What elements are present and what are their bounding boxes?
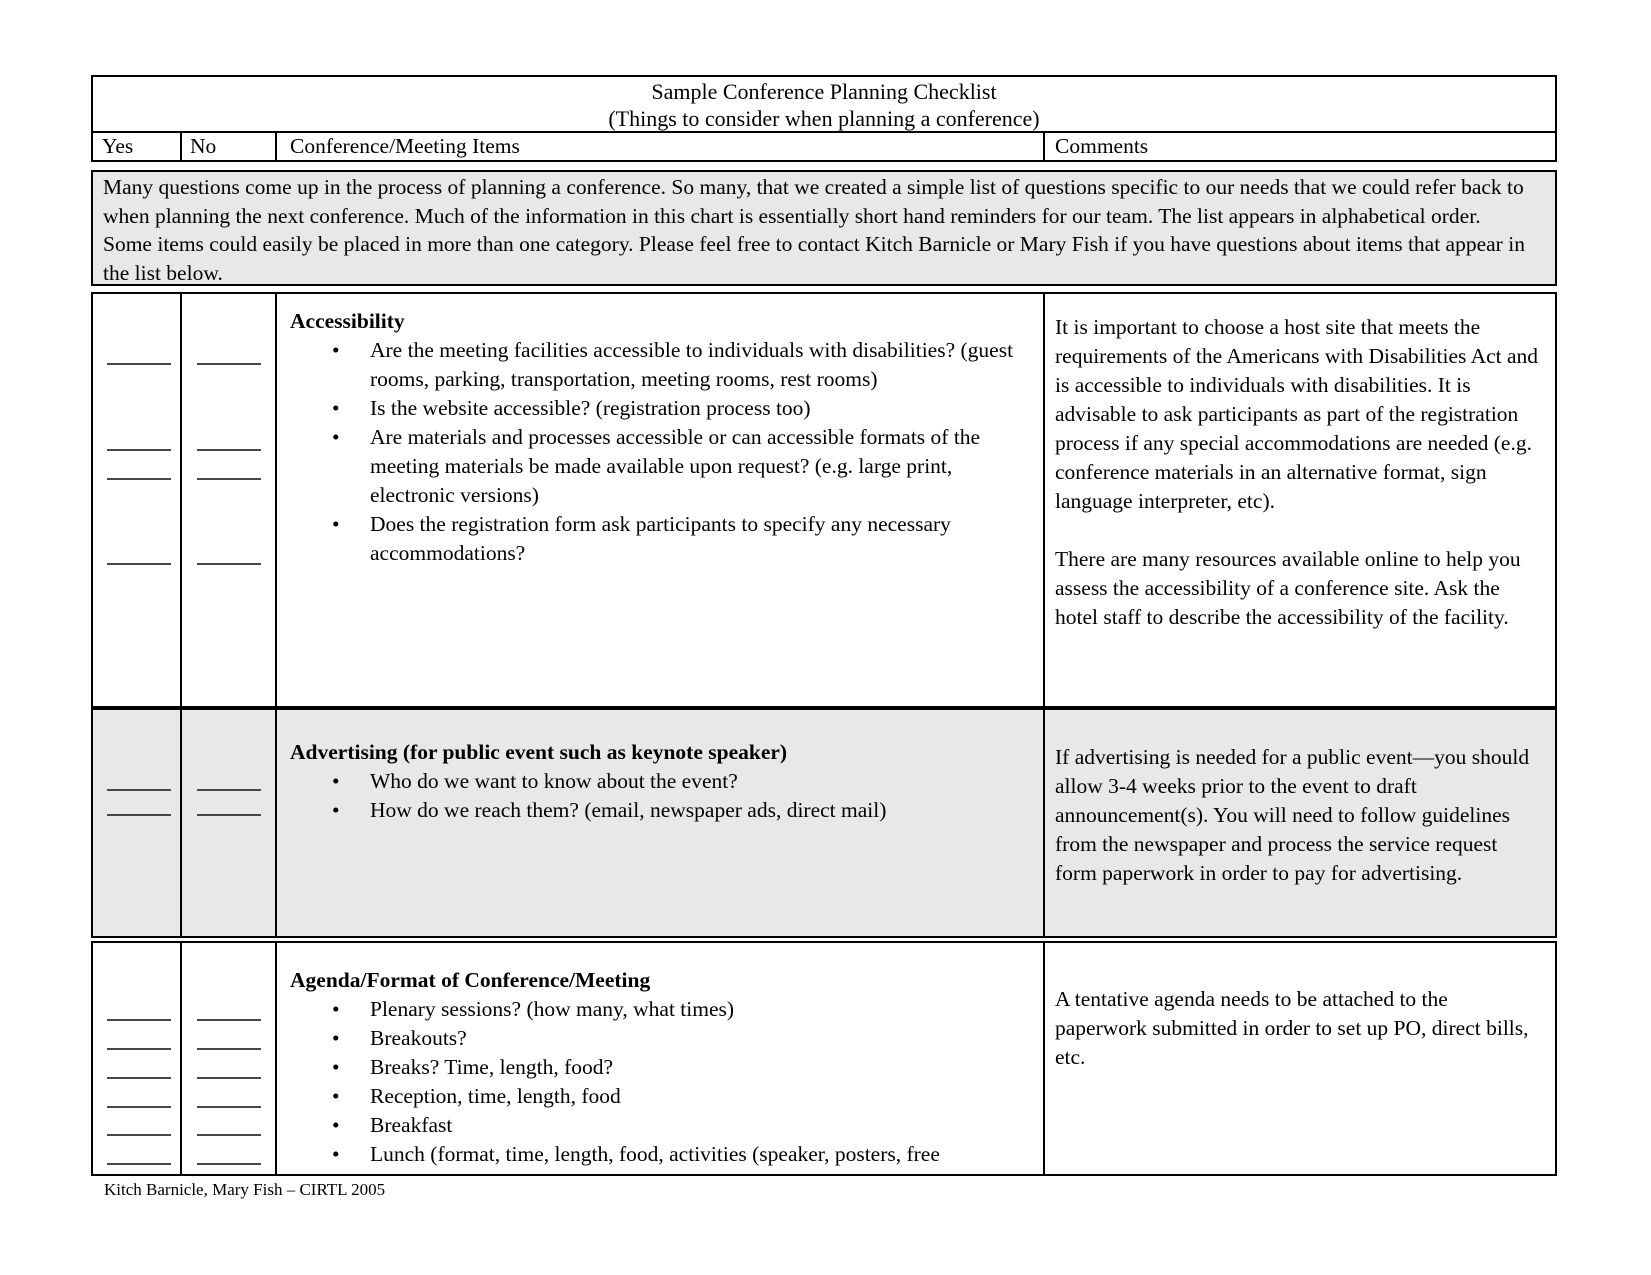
bullet-item: • Breakfast [277,1111,1043,1140]
bullet-item: • How do we reach them? (email, newspaper ads, direct mail) [277,796,1043,825]
page-footer: Kitch Barnicle, Mary Fish – CIRTL 2005 [104,1180,386,1199]
row-heading-advertising: Advertising (for public event such as keynote speaker) [290,740,788,764]
column-header-items: Conference/Meeting Items [277,133,1045,160]
answer-blank-line [197,1077,261,1079]
answer-blank-line [197,789,261,791]
answer-blank-line [197,1048,261,1050]
answer-blank-line [197,1019,261,1021]
answer-blank-line [197,1106,261,1108]
answer-blank-line [197,563,261,565]
yes-answer-cell [93,943,182,1174]
answer-blank-line [197,449,261,451]
comments-cell [1045,294,1555,706]
answer-blank-line [197,814,261,816]
row-heading-accessibility: Accessibility [290,309,405,333]
comment-paragraph: It is important to choose a host site that meets the requirements of the Americans with Disabilities Act and is accessible to individuals with disabilities. It is advisable to ask participants as part of the registration process if any special accommodations are needed (e.g. conference materials in an alternative format, sign language interpreter, etc). [1055,315,1539,513]
bullet-item: • Plenary sessions? (how many, what times) [277,995,1043,1024]
bullet-item: • Does the registration form ask participants to specify any necessary accommodations? [277,510,1043,568]
answer-blank-line [107,1048,171,1050]
table-title-block [93,77,1555,133]
yes-answer-cell [93,294,182,706]
answer-blank-line [107,449,171,451]
column-header-row [93,133,1555,160]
bullet-item: • Is the website accessible? (registration process too) [277,394,1043,423]
bullet-list [277,767,1043,825]
column-header-comments: Comments [1055,134,1149,158]
bullet-item: • Breakouts? [277,1024,1043,1053]
answer-blank-line [107,789,171,791]
comment-paragraph: If advertising is needed for a public event—you should allow 3-4 weeks prior to the event to draft announcement(s). You will need to follow guidelines from the newspaper and process the service request form paperwork in order to pay for advertising. [1055,745,1530,885]
bullet-item: • Are the meeting facilities accessible to individuals with disabilities? (guest rooms, parking, transportation, meeting rooms, rest rooms) [277,336,1043,394]
answer-blank-line [197,1163,261,1165]
bullet-list [277,336,1043,568]
page-title: Sample Conference Planning Checklist [651,79,997,104]
checklist-row-agenda [91,941,1557,1176]
checklist-table-header-block [91,75,1557,162]
answer-blank-line [107,363,171,365]
bullet-list [277,995,1043,1169]
bullet-item: • Breaks? Time, length, food? [277,1053,1043,1082]
items-cell [277,943,1045,1174]
bullet-item: • Reception, time, length, food [277,1082,1043,1111]
answer-blank-line [107,1019,171,1021]
answer-blank-line [107,1077,171,1079]
row-heading-agenda: Agenda/Format of Conference/Meeting [290,968,651,992]
no-answer-cell [182,943,277,1174]
comments-cell [1045,710,1555,936]
items-cell [277,710,1045,936]
comments-cell [1045,943,1555,1174]
column-header-yes: Yes [93,133,182,160]
no-answer-cell [182,710,277,936]
checklist-row-accessibility [91,292,1557,708]
yes-answer-cell [93,710,182,936]
answer-blank-line [197,1134,261,1136]
answer-blank-line [107,478,171,480]
answer-blank-line [107,563,171,565]
bullet-item: • Who do we want to know about the event? [277,767,1043,796]
bullet-item: • Lunch (format, time, length, food, activities (speaker, posters, free [277,1140,1043,1169]
intro-paragraph: Many questions come up in the process of planning a conference. So many, that we created a simple list of questions specific to our needs that we could refer back to when planning the next conference. Much of the information in this chart is essentially short hand reminders for our team. The list appears in alphabetical order. Some items could easily be placed in more than one category. Please feel free to contact Kitch Barnicle or Mary Fish if you have questions about items that appear in the list below. [91,170,1557,286]
bullet-item: • Are materials and processes accessible or can accessible formats of the meeting materials be made available upon request? (e.g. large print, electronic versions) [277,423,1043,510]
answer-blank-line [107,1134,171,1136]
answer-blank-line [197,363,261,365]
column-header-no: No [182,133,277,160]
items-cell [277,294,1045,706]
page-subtitle: (Things to consider when planning a conference) [608,106,1040,131]
no-answer-cell [182,294,277,706]
checklist-row-advertising [91,708,1557,938]
comment-paragraph: A tentative agenda needs to be attached to the paperwork submitted in order to set up PO, direct bills, etc. [1055,987,1529,1069]
answer-blank-line [197,478,261,480]
answer-blank-line [107,1163,171,1165]
answer-blank-line [107,1106,171,1108]
answer-blank-line [107,814,171,816]
comment-paragraph: There are many resources available online to help you assess the accessibility of a conference site. Ask the hotel staff to describe the accessibility of the facility. [1055,547,1521,629]
